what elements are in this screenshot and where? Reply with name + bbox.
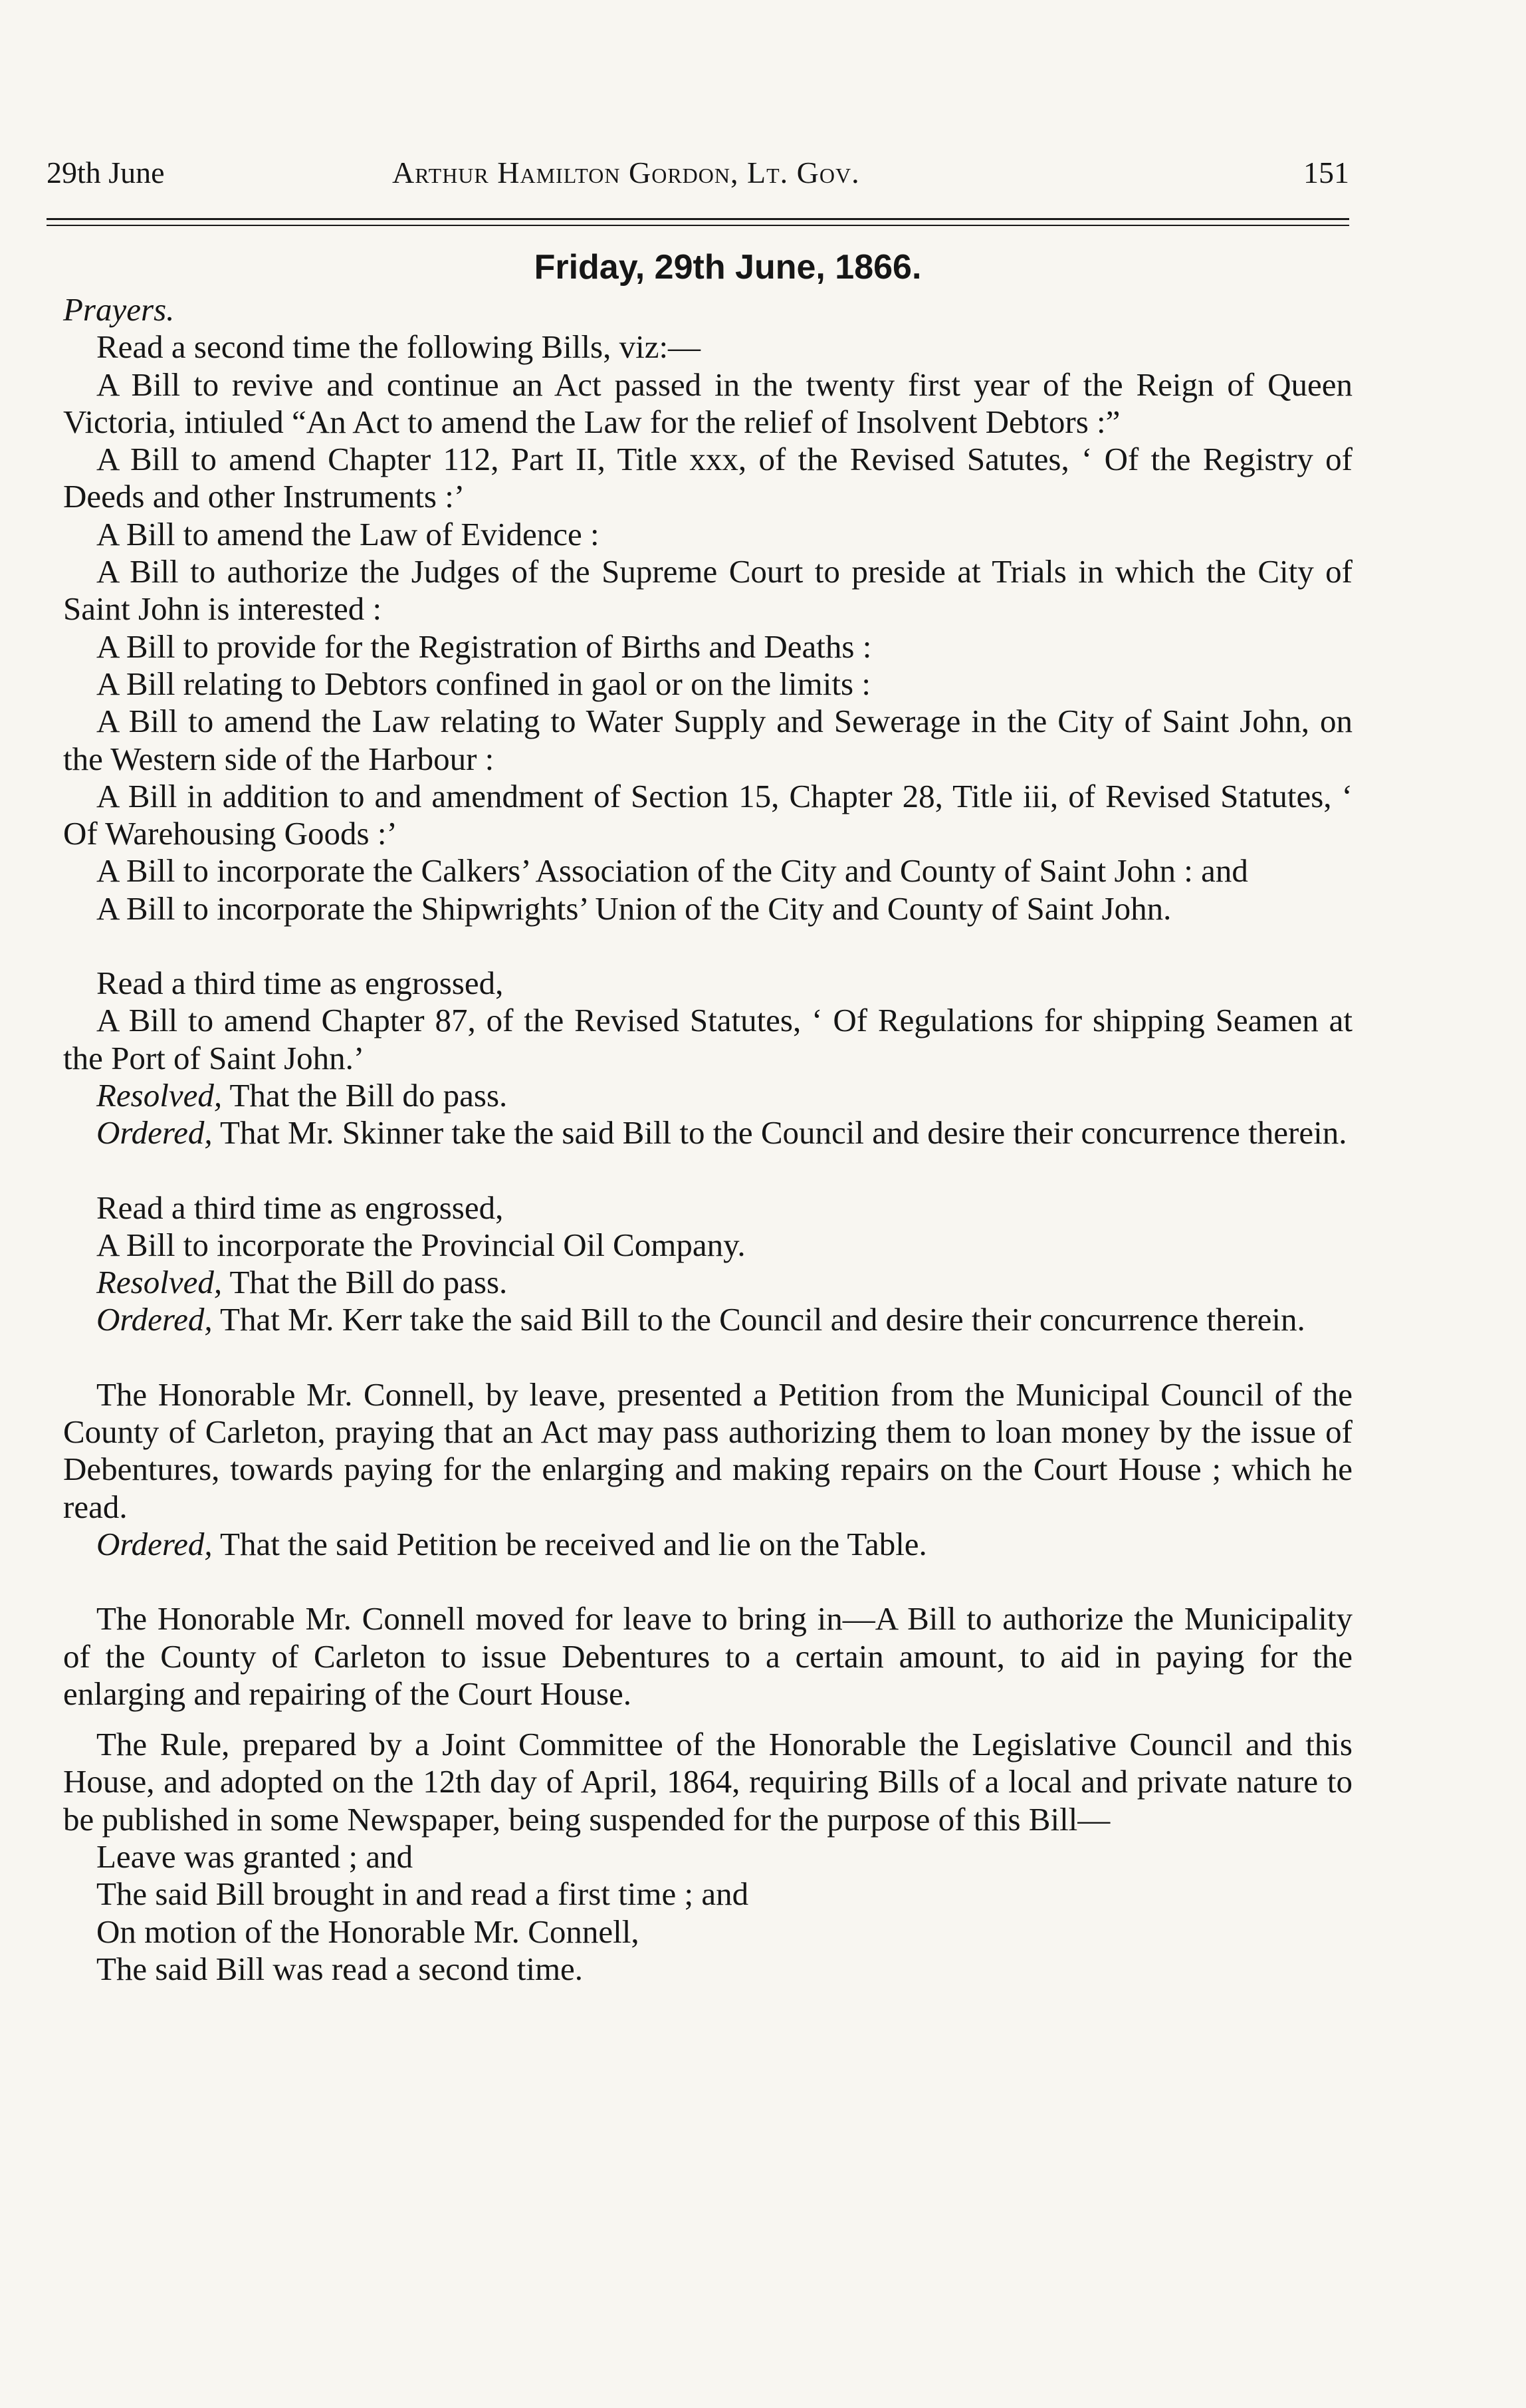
bill-item: A Bill to amend Chapter 87, of the Revised Statutes, ‘ Of Regulations for shipping Seamen at the Port of Saint John.’ [63, 1002, 1353, 1076]
second-reading-section [63, 328, 1353, 927]
motion-section [63, 1600, 1353, 1713]
rule-line: Leave was granted ; and [96, 1838, 413, 1875]
rule-line: The said Bill was read a second time. [96, 1950, 584, 1987]
ordered-text: That Mr. Skinner take the said Bill to the Council and desire their concurrence therein. [220, 1114, 1347, 1151]
third-reading-section-2 [63, 1189, 1353, 1339]
running-head [47, 150, 1349, 196]
resolved-line [63, 1077, 1353, 1114]
ordered-line [63, 1526, 1353, 1563]
ordered-text: That the said Petition be received and lie on the Table. [220, 1525, 927, 1562]
bill-item: A Bill to amend the Law of Evidence : [96, 515, 600, 552]
rule-line: On motion of the Honorable Mr. Connell, [96, 1913, 639, 1950]
ordered-line [63, 1114, 1353, 1151]
bill-item: A Bill in addition to and amendment of Section 15, Chapter 28, Title iii, of Revised Statutes, ‘ Of Warehousing Goods :’ [63, 777, 1353, 852]
resolved-line [63, 1264, 1353, 1301]
ordered-label: Ordered, [96, 1114, 213, 1151]
petition-section [63, 1376, 1353, 1563]
third-reading-section-1 [63, 965, 1353, 1151]
third-reading-intro: Read a third time as engrossed, [96, 965, 504, 1002]
petition-text: The Honorable Mr. Connell, by leave, presented a Petition from the Municipal Council of the County of Carleton, praying that an Act may pass authorizing them to loan money by the issue of Debentures, towards paying for the enlarging and making repairs on the Court House ; which he read. [63, 1376, 1353, 1525]
bill-item: A Bill to revive and continue an Act passed in the twenty first year of the Reign of Queen Victoria, intiuled “An Act to amend the Law for the relief of Insolvent Debtors :” [63, 366, 1353, 440]
resolved-label: Resolved, [96, 1264, 223, 1301]
resolved-label: Resolved, [96, 1076, 223, 1114]
ordered-text: That Mr. Kerr take the said Bill to the Council and desire their concurrence therein. [220, 1301, 1305, 1338]
header-double-rule [47, 218, 1349, 226]
bill-item: A Bill to amend Chapter 112, Part II, Title xxx, of the Revised Satutes, ‘ Of the Registry of Deeds and other Instruments :’ [63, 441, 1353, 515]
rule-section [63, 1726, 1353, 1988]
resolved-text: That the Bill do pass. [229, 1076, 508, 1114]
ordered-label: Ordered, [96, 1525, 213, 1562]
third-reading-intro: Read a third time as engrossed, [96, 1189, 504, 1226]
second-reading-intro: Read a second time the following Bills, viz:— [96, 328, 701, 366]
rule-line: The said Bill brought in and read a first time ; and [96, 1875, 749, 1913]
bill-item: A Bill to incorporate the Calkers’ Association of the City and County of Saint John : and [96, 852, 1248, 890]
page-number: 151 [1303, 156, 1349, 189]
running-head-date: 29th June [47, 156, 165, 189]
ordered-label: Ordered, [96, 1301, 213, 1338]
bill-item: A Bill to amend the Law relating to Water Supply and Sewerage in the City of Saint John, on the Western side of the Harbour : [63, 703, 1353, 777]
prayers-line: Prayers. [63, 291, 175, 328]
bill-item: A Bill relating to Debtors confined in gaol or on the limits : [96, 665, 871, 702]
journal-body [63, 246, 1353, 1988]
day-heading: Friday, 29th June, 1866. [534, 248, 922, 287]
resolved-text: That the Bill do pass. [229, 1264, 508, 1301]
rule-text: The Rule, prepared by a Joint Committee of the Honorable the Legislative Council and this House, and adopted on the 12th day of April, 1864, requiring Bills of a local and private nature to be published in some Newspaper, being suspended for the purpose of this Bill— [63, 1726, 1353, 1838]
running-head-title: Arthur Hamilton Gordon, Lt. Gov. [392, 156, 860, 189]
bill-item: A Bill to provide for the Registration of Births and Deaths : [96, 628, 872, 665]
bill-item: A Bill to incorporate the Provincial Oil Company. [96, 1226, 746, 1263]
bill-item: A Bill to authorize the Judges of the Supreme Court to preside at Trials in which the City of Saint John is interested : [63, 553, 1353, 628]
bill-item: A Bill to incorporate the Shipwrights’ Union of the City and County of Saint John. [96, 890, 1172, 927]
ordered-line [63, 1301, 1353, 1338]
motion-text: The Honorable Mr. Connell moved for leave to bring in—A Bill to authorize the Municipality of the County of Carleton to issue Debentures to a certain amount, to aid in paying for the enlarging and repairing of the Court House. [63, 1600, 1353, 1712]
